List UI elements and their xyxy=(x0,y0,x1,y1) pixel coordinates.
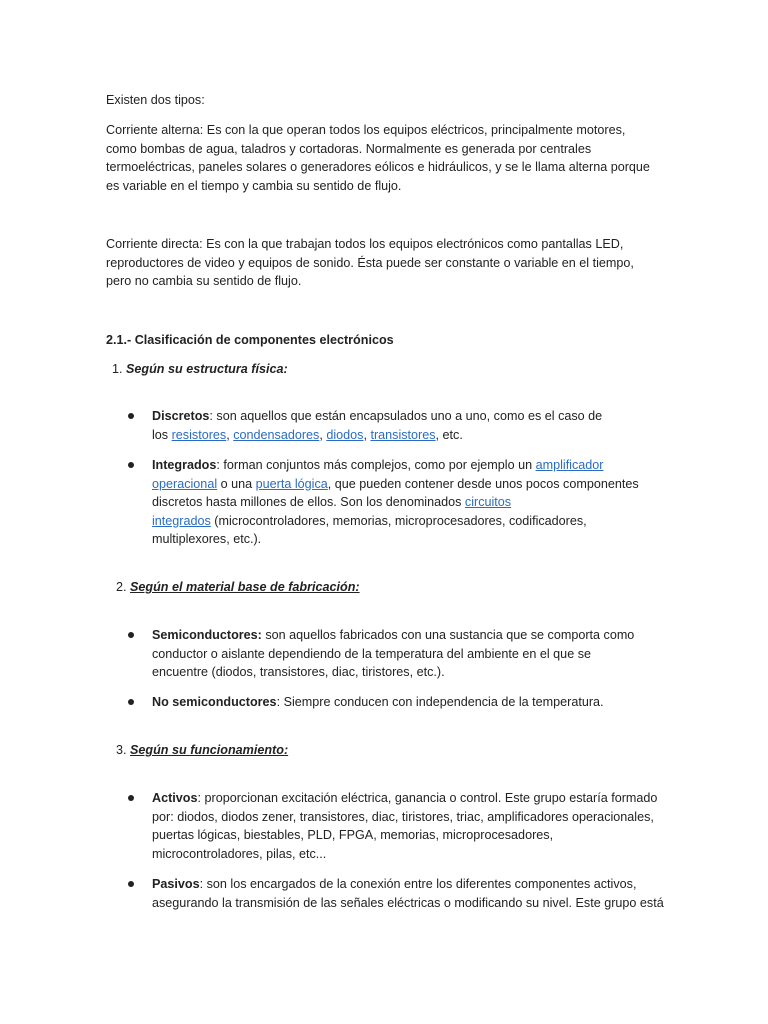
alterna-line: es variable en el tiempo y cambia su sentido de flujo. xyxy=(106,178,402,193)
item-term: Integrados xyxy=(152,458,217,472)
directa-line: pero no cambia su sentido de flujo. xyxy=(106,274,302,289)
list-item-activos xyxy=(152,789,672,863)
category-2-heading xyxy=(116,578,360,597)
item-term: Activos xyxy=(152,791,198,805)
item-term: No semiconductores xyxy=(152,695,277,709)
link-circuitos-integrados[interactable]: circuitos xyxy=(464,495,512,510)
bullet-icon xyxy=(128,699,134,705)
link-diodos[interactable]: diodos xyxy=(326,427,364,442)
list-item-discretos xyxy=(152,407,672,444)
category-number: 3. xyxy=(116,743,127,757)
section-heading: 2.1.- Clasificación de componentes electrónicos xyxy=(106,333,394,347)
item-text: por: diodos, diodos zener, transistores, diac, tiristores, triac, amplificadores operacionales, xyxy=(152,809,654,824)
category-3-heading xyxy=(116,741,288,760)
item-text: conductor o aislante dependiendo de la temperatura del ambiente en el que se xyxy=(152,646,591,661)
bullet-icon xyxy=(128,462,134,468)
directa-paragraph xyxy=(106,235,666,291)
list-item-no-semiconductores xyxy=(152,693,672,712)
category-title: Según su funcionamiento: xyxy=(130,743,289,757)
category-number: 1. xyxy=(112,362,123,376)
item-term: Semiconductores: xyxy=(152,628,262,642)
item-text: asegurando la transmisión de las señales eléctricas o modificando su nivel. Este grupo está xyxy=(152,895,664,910)
link-condensadores[interactable]: condensadores xyxy=(233,427,320,442)
item-text: : son aquellos que están encapsulados uno a uno, como es el caso de xyxy=(209,409,603,423)
category-title: Según el material base de fabricación: xyxy=(130,580,360,594)
item-text: : proporcionan excitación eléctrica, ganancia o control. Este grupo estaría formado xyxy=(197,791,658,805)
intro-paragraph xyxy=(106,91,666,110)
category-title: Según su estructura física: xyxy=(126,362,288,376)
link-puerta-logica[interactable]: puerta lógica xyxy=(255,476,328,491)
directa-line: Corriente directa: Es con la que trabajan todos los equipos electrónicos como pantallas LED, xyxy=(106,237,624,251)
item-text: encuentre (diodos, transistores, diac, tiristores, etc.). xyxy=(152,665,445,680)
separator: , xyxy=(319,427,327,442)
separator: , xyxy=(226,427,234,442)
item-text: multiplexores, etc.). xyxy=(152,532,262,547)
alterna-line: Corriente alterna: Es con la que operan todos los equipos eléctricos, principalmente motores, xyxy=(106,123,626,137)
alterna-line: como bombas de agua, taladros y cortadoras. Normalmente es generada por centrales xyxy=(106,141,592,156)
item-text: , etc. xyxy=(435,427,463,442)
alterna-line: termoeléctricas, paneles solares o generadores eólicos e hidráulicos, y se le llama alterna porque xyxy=(106,160,650,175)
item-term: Discretos xyxy=(152,409,210,423)
item-text: microcontroladores, pilas, etc... xyxy=(152,846,327,861)
bullet-icon xyxy=(128,795,134,801)
item-text: o una xyxy=(217,476,256,491)
link-transistores[interactable]: transistores xyxy=(370,427,436,442)
list-item-integrados xyxy=(152,456,672,549)
link-amplificador-operacional[interactable]: operacional xyxy=(152,476,218,491)
item-term: Pasivos xyxy=(152,877,200,891)
item-text: son aquellos fabricados con una sustancia que se comporta como xyxy=(261,628,635,642)
item-text: , que pueden contener desde unos pocos componentes xyxy=(327,476,639,491)
bullet-icon xyxy=(128,413,134,419)
category-number: 2. xyxy=(116,580,127,594)
item-text: puertas lógicas, biestables, PLD, FPGA, memorias, microprocesadores, xyxy=(152,828,554,843)
category-1-heading xyxy=(112,360,288,379)
item-text: : son los encargados de la conexión entre los diferentes componentes activos, xyxy=(199,877,637,891)
item-text: : Siempre conducen con independencia de la temperatura. xyxy=(276,695,604,709)
list-item-pasivos xyxy=(152,875,672,912)
separator: , xyxy=(363,427,371,442)
item-text: discretos hasta millones de ellos. Son los denominados xyxy=(152,495,465,510)
bullet-icon xyxy=(128,632,134,638)
intro-text: Existen dos tipos: xyxy=(106,93,205,107)
item-text: los xyxy=(152,427,172,442)
item-text: : forman conjuntos más complejos, como por ejemplo un xyxy=(216,458,536,472)
alterna-paragraph xyxy=(106,121,666,195)
item-text: (microcontroladores, memorias, microprocesadores, codificadores, xyxy=(210,513,587,528)
directa-line: reproductores de video y equipos de sonido. Ésta puede ser constante o variable en el tiempo, xyxy=(106,255,634,270)
link-resistores[interactable]: resistores xyxy=(171,427,227,442)
link-circuitos-integrados[interactable]: integrados xyxy=(152,513,211,528)
bullet-icon xyxy=(128,881,134,887)
list-item-semiconductores xyxy=(152,626,672,682)
link-amplificador-operacional[interactable]: amplificador xyxy=(535,458,604,472)
